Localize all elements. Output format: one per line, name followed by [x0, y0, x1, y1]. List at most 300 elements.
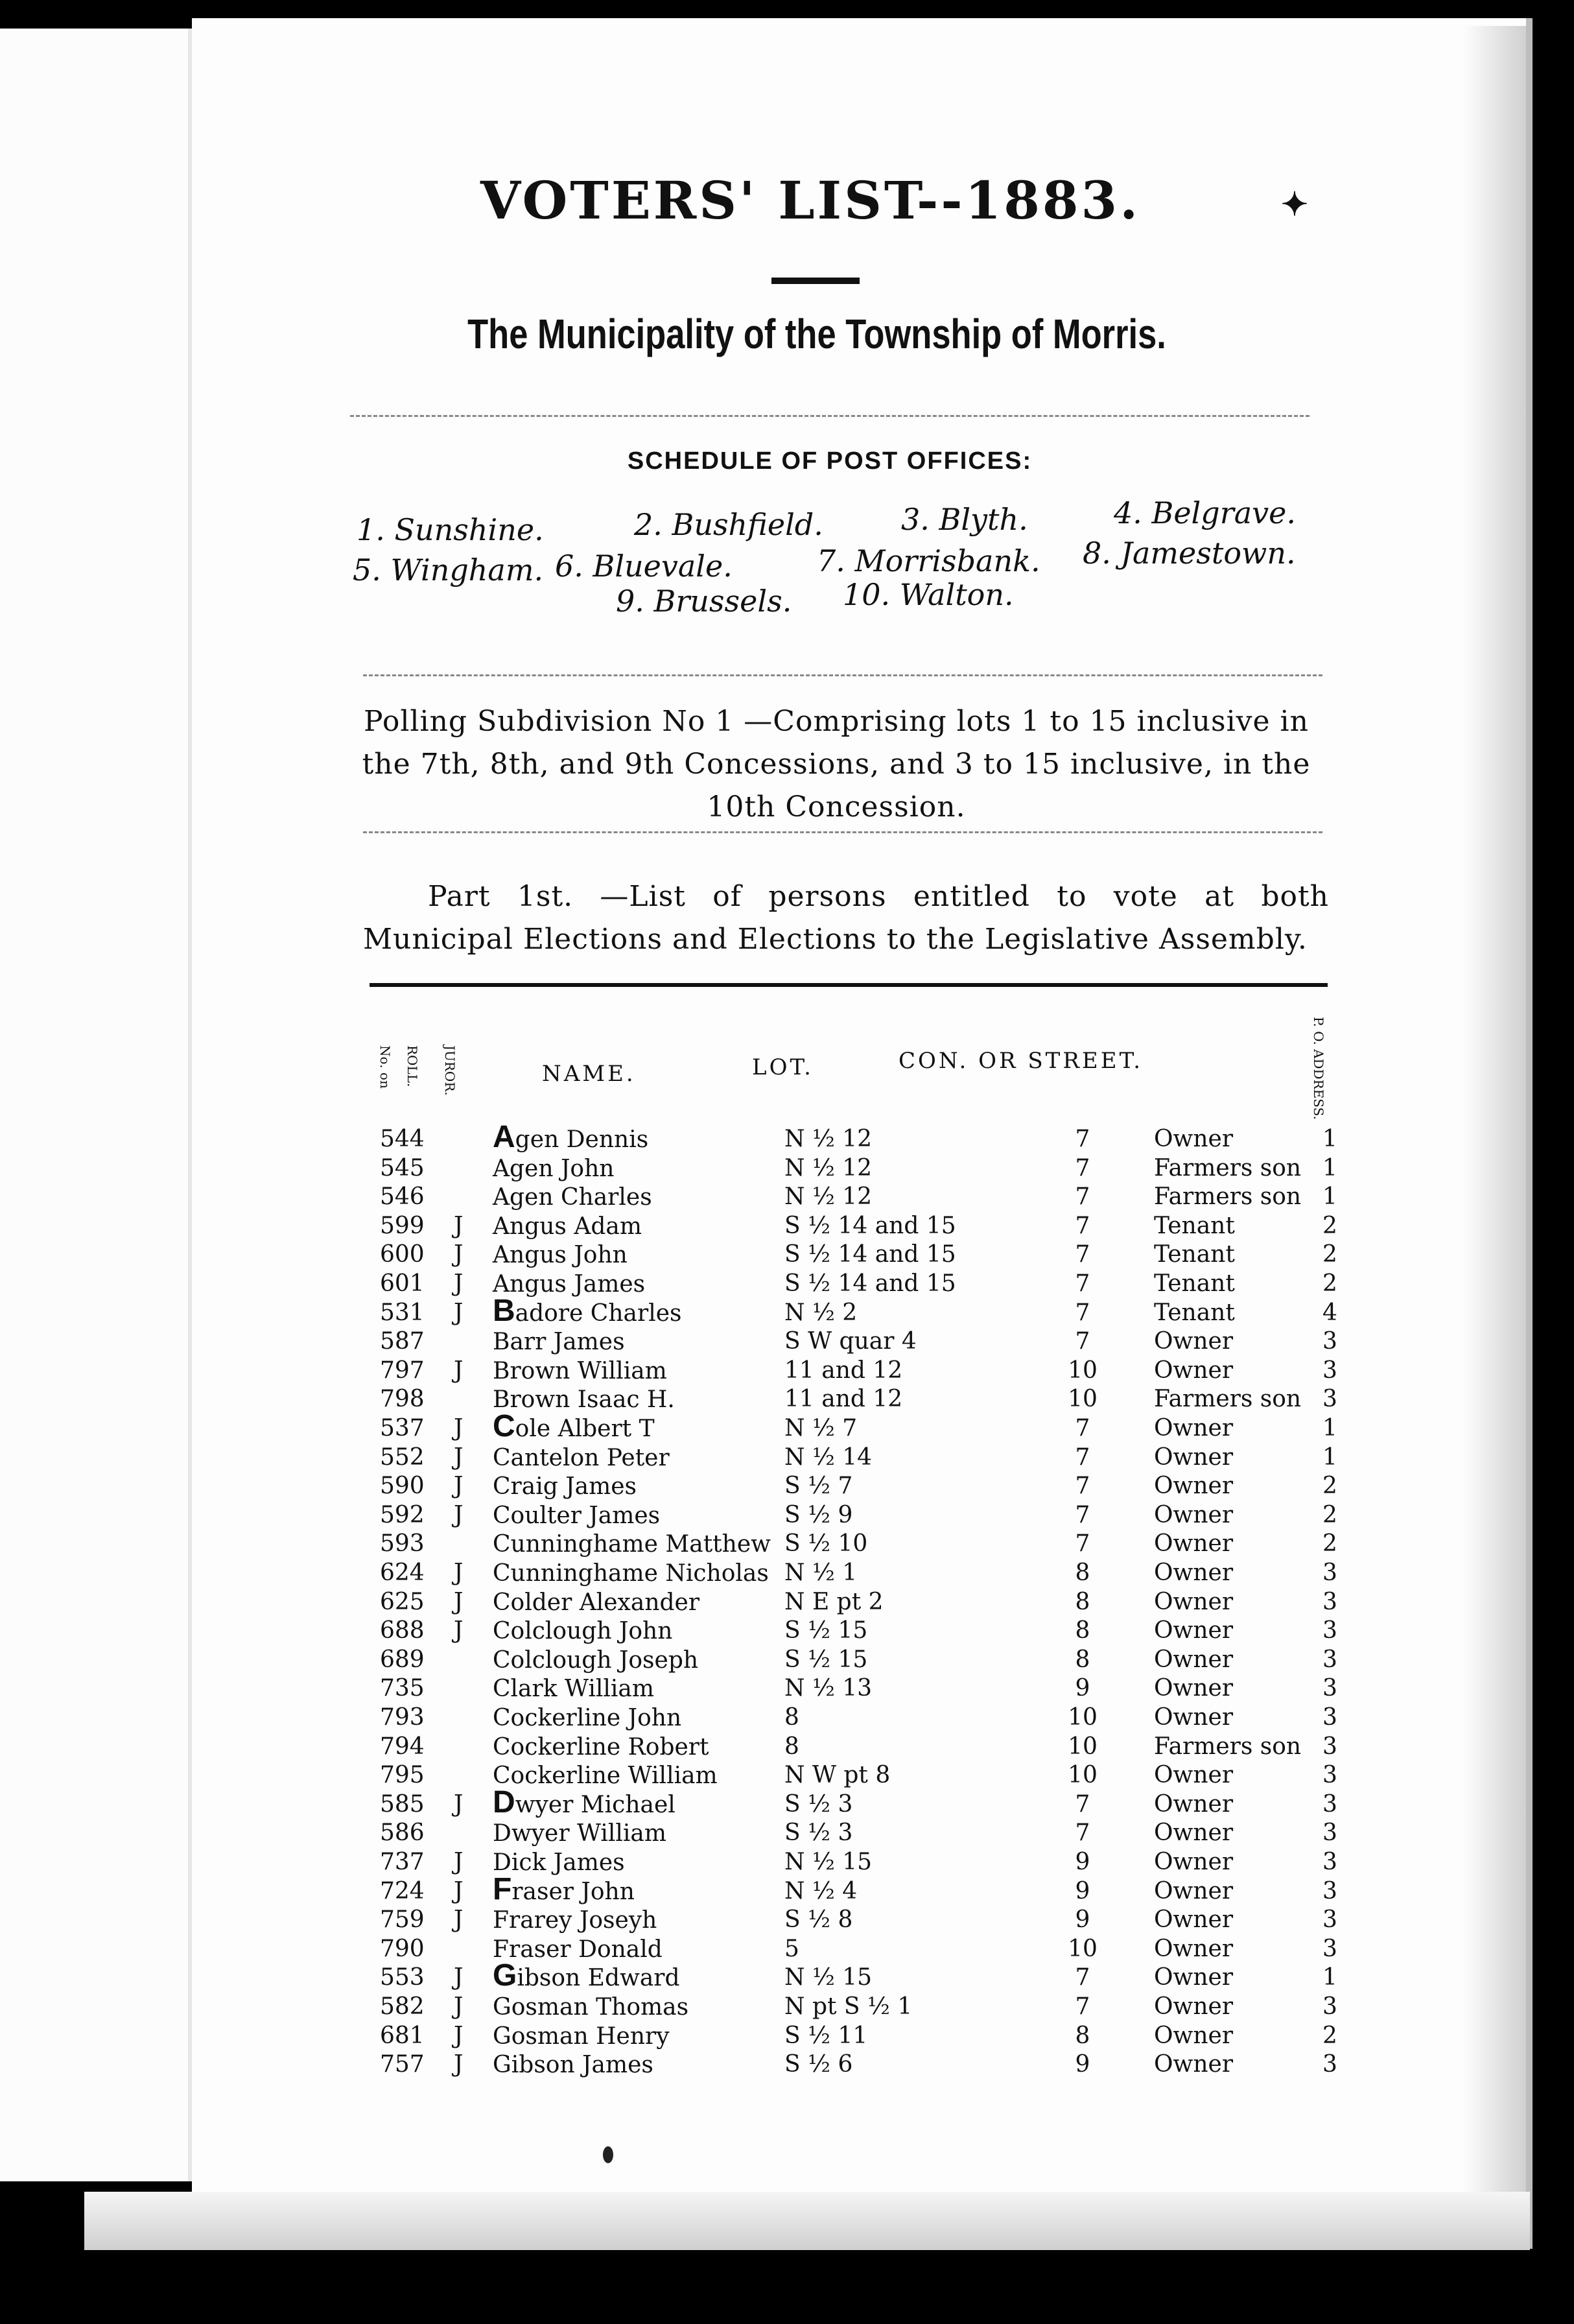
voter-name-text: gen Dennis: [515, 1126, 649, 1153]
col-header-juror: JUROR.: [442, 1045, 458, 1096]
lot: N ½ 4: [784, 1878, 858, 1904]
juror-mark: J: [454, 2022, 464, 2049]
table-row: [0, 1958, 1574, 1993]
table-row: [0, 1849, 1574, 1877]
dashed-divider: [363, 831, 1322, 833]
voter-name: [493, 2051, 653, 2078]
concession: 7: [1075, 1502, 1090, 1528]
lot: 8: [784, 1704, 799, 1731]
col-header-con: CON. OR STREET.: [899, 1048, 1144, 1074]
table-row: [0, 1502, 1574, 1530]
table-row: [0, 2051, 1574, 2080]
post-office-item: 1. Sunshine.: [357, 512, 544, 547]
roll-number: 737: [380, 1849, 425, 1875]
municipality-subtitle: The Municipality of the Township of Morris.: [467, 311, 1166, 357]
voter-name: [493, 1328, 625, 1355]
juror-mark: J: [454, 1473, 464, 1499]
juror-mark: J: [454, 1993, 464, 2020]
concession: 7: [1075, 1820, 1090, 1846]
concession: 7: [1075, 1241, 1090, 1268]
post-office-item: 6. Bluevale.: [555, 549, 733, 584]
voter-name: [493, 1409, 655, 1443]
voter-name-text: Colclough John: [493, 1618, 673, 1644]
post-office-item: 4. Belgrave.: [1114, 495, 1296, 530]
voter-name-text: Brown William: [493, 1358, 667, 1384]
voter-name: [493, 1502, 660, 1529]
voter-name-text: Gosman Thomas: [493, 1994, 689, 2021]
table-row: [0, 1294, 1574, 1328]
section-initial: A: [493, 1120, 515, 1154]
juror-mark: J: [454, 1791, 464, 1818]
qualification: Owner: [1154, 1559, 1234, 1586]
voter-name-text: Cockerline Robert: [493, 1734, 709, 1761]
post-office-number: 2: [1322, 1502, 1337, 1528]
col-header-lot: LOT.: [752, 1054, 814, 1080]
roll-number: 624: [380, 1559, 425, 1586]
lot: S ½ 3: [784, 1791, 853, 1818]
section-initial: D: [493, 1785, 515, 1820]
qualification: Owner: [1154, 1878, 1234, 1904]
post-office-number: 3: [1322, 1849, 1337, 1875]
concession: 10: [1068, 1357, 1098, 1384]
roll-number: 586: [380, 1820, 425, 1846]
voter-name: [493, 1906, 657, 1934]
voter-name: [493, 1785, 675, 1820]
post-office-item: 3. Blyth.: [901, 502, 1028, 537]
qualification: Owner: [1154, 1502, 1234, 1528]
lot: N ½ 14: [784, 1444, 873, 1471]
post-office-number: 2: [1322, 1241, 1337, 1268]
qualification: Farmers son: [1154, 1183, 1302, 1210]
qualification: Owner: [1154, 1964, 1234, 1991]
roll-number: 600: [380, 1241, 425, 1268]
post-office-item: 9. Brussels.: [616, 584, 792, 619]
roll-number: 795: [380, 1762, 425, 1788]
table-row: [0, 1155, 1574, 1183]
page-title: VOTERS' LIST--1883.: [480, 170, 1141, 231]
roll-number: 689: [380, 1646, 425, 1673]
lot: S ½ 6: [784, 2051, 853, 2078]
col-header-roll: ROLL.: [405, 1045, 420, 1087]
concession: 7: [1075, 1473, 1090, 1499]
lot: S ½ 15: [784, 1617, 868, 1644]
post-office-number: 3: [1322, 1617, 1337, 1644]
juror-mark: J: [454, 1357, 464, 1384]
roll-number: 552: [380, 1444, 425, 1471]
voter-name-text: Cantelon Peter: [493, 1445, 670, 1471]
post-office-item: 2. Bushfield.: [634, 507, 823, 542]
roll-number: 794: [380, 1733, 425, 1760]
concession: 7: [1075, 1299, 1090, 1326]
part-heading-text: Part 1st. —List of persons entitled to vote at both Municipal Elections and Elections to the Legislative Assembly.: [363, 880, 1329, 956]
table-row: [0, 1559, 1574, 1588]
table-row: [0, 1213, 1574, 1241]
post-office-number: 3: [1322, 1733, 1337, 1760]
section-initial: B: [493, 1294, 515, 1328]
concession: 7: [1075, 1328, 1090, 1355]
concession: 10: [1068, 1733, 1098, 1760]
table-row: [0, 1785, 1574, 1820]
dashed-divider: [363, 674, 1322, 676]
concession: 7: [1075, 1183, 1090, 1210]
concession: 9: [1075, 1675, 1090, 1702]
polling-subdivision-text: Polling Subdivision No 1 —Comprising lots 1 to 15 inclusive in the 7th, 8th, and 9th Concessions, and 3 to 15 inclusive, in the 10th Concession.: [362, 705, 1311, 824]
qualification: Owner: [1154, 1849, 1234, 1875]
dashed-divider: [350, 415, 1310, 417]
roll-number: 681: [380, 2022, 425, 2049]
concession: 7: [1075, 1964, 1090, 1991]
roll-number: 790: [380, 1936, 425, 1962]
table-row: [0, 1328, 1574, 1357]
juror-mark: J: [454, 1559, 464, 1586]
voter-name: [493, 1559, 769, 1587]
voter-name-text: Cockerline William: [493, 1762, 718, 1789]
qualification: Tenant: [1154, 1299, 1235, 1326]
voter-name: [493, 1704, 681, 1731]
lot: S ½ 14 and 15: [784, 1213, 956, 1239]
lot: N ½ 12: [784, 1155, 873, 1181]
roll-number: 531: [380, 1299, 425, 1326]
section-initial: C: [493, 1409, 515, 1443]
roll-number: 546: [380, 1183, 425, 1210]
voter-name: [493, 1386, 675, 1413]
voter-name-text: wyer Michael: [515, 1792, 675, 1818]
table-row: [0, 1820, 1574, 1848]
roll-number: 585: [380, 1791, 425, 1818]
table-row: [0, 1675, 1574, 1703]
qualification: Tenant: [1154, 1213, 1235, 1239]
qualification: Tenant: [1154, 1241, 1235, 1268]
voter-name-text: Agen Charles: [493, 1184, 652, 1211]
voter-name: [493, 1646, 698, 1674]
lot: N ½ 12: [784, 1126, 873, 1152]
post-office-number: 4: [1322, 1299, 1337, 1326]
qualification: Owner: [1154, 1328, 1234, 1355]
voter-name: [493, 1294, 682, 1328]
juror-mark: J: [454, 2051, 464, 2078]
post-office-number: 3: [1322, 1993, 1337, 2020]
juror-mark: J: [454, 1878, 464, 1904]
voter-name: [493, 1357, 667, 1384]
post-office-number: 3: [1322, 1704, 1337, 1731]
roll-number: 537: [380, 1415, 425, 1441]
qualification: Owner: [1154, 1704, 1234, 1731]
post-office-number: 2: [1322, 1530, 1337, 1557]
voter-name-text: Clark William: [493, 1676, 655, 1702]
voter-name-text: ole Albert T: [515, 1416, 655, 1442]
ink-mark: [603, 2146, 613, 2163]
qualification: Owner: [1154, 1936, 1234, 1962]
post-office-number: 1: [1322, 1155, 1337, 1181]
table-row: [0, 1530, 1574, 1559]
roll-number: 592: [380, 1502, 425, 1528]
concession: 7: [1075, 1530, 1090, 1557]
concession: 9: [1075, 1906, 1090, 1933]
voter-name-text: Angus John: [493, 1242, 628, 1268]
post-office-item: 5. Wingham.: [353, 552, 544, 587]
lot: 11 and 12: [784, 1357, 903, 1384]
concession: 8: [1075, 1646, 1090, 1673]
roll-number: 797: [380, 1357, 425, 1384]
post-office-number: 3: [1322, 1589, 1337, 1615]
voter-name-text: Brown Isaac H.: [493, 1386, 675, 1413]
concession: 10: [1068, 1936, 1098, 1962]
lot: S ½ 9: [784, 1502, 853, 1528]
qualification: Owner: [1154, 1762, 1234, 1788]
col-header-name: NAME.: [542, 1061, 636, 1087]
concession: 7: [1075, 1126, 1090, 1152]
qualification: Owner: [1154, 1906, 1234, 1933]
lot: S ½ 14 and 15: [784, 1241, 956, 1268]
voter-name: [493, 1444, 670, 1471]
concession: 8: [1075, 1589, 1090, 1615]
voter-name: [493, 1530, 771, 1558]
section-initial: G: [493, 1958, 517, 1993]
voter-name-text: Cunninghame Matthew: [493, 1531, 771, 1558]
voter-name: [493, 2022, 670, 2050]
juror-mark: J: [454, 1299, 464, 1326]
roll-number: 735: [380, 1675, 425, 1702]
post-office-item: 7. Morrisbank.: [817, 543, 1040, 578]
roll-number: 582: [380, 1993, 425, 2020]
qualification: Owner: [1154, 1444, 1234, 1471]
voter-name-text: Coulter James: [493, 1502, 661, 1529]
lot: S ½ 14 and 15: [784, 1270, 956, 1297]
voter-name: [493, 1183, 652, 1211]
roll-number: 593: [380, 1530, 425, 1557]
table-row: [0, 1589, 1574, 1617]
lot: N ½ 13: [784, 1675, 873, 1702]
roll-number: 544: [380, 1126, 425, 1152]
qualification: Farmers son: [1154, 1155, 1302, 1181]
voter-name-text: Gibson James: [493, 2052, 653, 2078]
table-row: [0, 1872, 1574, 1906]
table-row: [0, 1270, 1574, 1299]
voter-name: [493, 1270, 645, 1298]
lot: S ½ 3: [784, 1820, 853, 1846]
table-row: [0, 2022, 1574, 2051]
juror-mark: J: [454, 1415, 464, 1441]
juror-mark: J: [454, 1444, 464, 1471]
table-row: [0, 1936, 1574, 1964]
table-top-rule: [370, 983, 1328, 987]
table-row: [0, 1409, 1574, 1443]
voter-name: [493, 1762, 718, 1789]
post-office-number: 3: [1322, 1820, 1337, 1846]
voter-name: [493, 1733, 709, 1761]
concession: 9: [1075, 2051, 1090, 2078]
qualification: Owner: [1154, 2051, 1234, 2078]
post-office-number: 2: [1322, 1270, 1337, 1297]
voter-name: [493, 1675, 654, 1702]
post-office-number: 1: [1322, 1126, 1337, 1152]
juror-mark: J: [454, 1849, 464, 1875]
concession: 9: [1075, 1849, 1090, 1875]
lot: 11 and 12: [784, 1386, 903, 1412]
qualification: Owner: [1154, 1617, 1234, 1644]
voter-name-text: Gosman Henry: [493, 2023, 670, 2050]
qualification: Tenant: [1154, 1270, 1235, 1297]
voter-name-text: Cockerline John: [493, 1705, 682, 1731]
qualification: Owner: [1154, 2022, 1234, 2049]
post-office-number: 2: [1322, 2022, 1337, 2049]
voter-name: [493, 1213, 642, 1240]
voter-name-text: Barr James: [493, 1329, 625, 1355]
juror-mark: J: [454, 1502, 464, 1528]
roll-number: 688: [380, 1617, 425, 1644]
juror-mark: J: [454, 1906, 464, 1933]
lot: 5: [784, 1936, 799, 1962]
lot: N ½ 15: [784, 1964, 873, 1991]
voter-name-text: Dick James: [493, 1849, 625, 1876]
post-office-number: 3: [1322, 1791, 1337, 1818]
lot: N ½ 7: [784, 1415, 858, 1441]
roll-number: 798: [380, 1386, 425, 1412]
voter-name: [493, 1872, 635, 1906]
post-office-item: 10. Walton.: [843, 577, 1014, 612]
juror-mark: J: [454, 1617, 464, 1644]
page-bottom-edge: [84, 2192, 1530, 2250]
star-ornament: ✦: [1281, 185, 1308, 223]
qualification: Owner: [1154, 1791, 1234, 1818]
concession: 10: [1068, 1762, 1098, 1788]
roll-number: 599: [380, 1213, 425, 1239]
title-rule: [771, 278, 860, 284]
voter-name-text: Cunninghame Nicholas: [493, 1560, 769, 1587]
concession: 10: [1068, 1704, 1098, 1731]
concession: 7: [1075, 1444, 1090, 1471]
table-row: [0, 1646, 1574, 1675]
table-row: [0, 1993, 1574, 2022]
voter-name: [493, 1820, 666, 1847]
lot: N pt S ½ 1: [784, 1993, 913, 2020]
post-office-number: 3: [1322, 1878, 1337, 1904]
section-initial: F: [493, 1872, 512, 1906]
post-office-item: 8. Jamestown.: [1083, 536, 1296, 571]
lot: S W quar 4: [784, 1328, 917, 1355]
voter-name-text: Frarey Joseyh: [493, 1907, 657, 1934]
qualification: Owner: [1154, 1993, 1234, 2020]
voter-name-text: Colclough Joseph: [493, 1647, 699, 1674]
qualification: Owner: [1154, 1530, 1234, 1557]
concession: 7: [1075, 1155, 1090, 1181]
voter-name: [493, 1241, 628, 1268]
voter-name: [493, 1589, 699, 1616]
roll-number: 553: [380, 1964, 425, 1991]
qualification: Owner: [1154, 1820, 1234, 1846]
post-office-number: 3: [1322, 1762, 1337, 1788]
voter-name: [493, 1473, 637, 1500]
table-row: [0, 1241, 1574, 1270]
voter-name-text: Fraser Donald: [493, 1936, 663, 1963]
qualification: Farmers son: [1154, 1733, 1302, 1760]
lot: N ½ 1: [784, 1559, 858, 1586]
post-office-number: 3: [1322, 1559, 1337, 1586]
voter-name-text: raser John: [511, 1879, 635, 1905]
concession: 7: [1075, 1270, 1090, 1297]
post-office-number: 1: [1322, 1964, 1337, 1991]
post-office-number: 3: [1322, 1646, 1337, 1673]
lot: N ½ 12: [784, 1183, 873, 1210]
roll-number: 757: [380, 2051, 425, 2078]
concession: 7: [1075, 1213, 1090, 1239]
voter-name-text: Colder Alexander: [493, 1589, 700, 1616]
post-office-number: 2: [1322, 1213, 1337, 1239]
post-office-number: 1: [1322, 1444, 1337, 1471]
table-row: [0, 1444, 1574, 1473]
post-office-number: 3: [1322, 2051, 1337, 2078]
table-row: [0, 1704, 1574, 1733]
roll-number: 793: [380, 1704, 425, 1731]
juror-mark: J: [454, 1589, 464, 1615]
table-row: [0, 1906, 1574, 1935]
roll-number: 759: [380, 1906, 425, 1933]
juror-mark: J: [454, 1964, 464, 1991]
concession: 7: [1075, 1791, 1090, 1818]
qualification: Owner: [1154, 1473, 1234, 1499]
roll-number: 587: [380, 1328, 425, 1355]
post-office-number: 3: [1322, 1906, 1337, 1933]
qualification: Owner: [1154, 1415, 1234, 1441]
qualification: Owner: [1154, 1675, 1234, 1702]
voter-name-text: adore Charles: [515, 1300, 682, 1327]
concession: 7: [1075, 1993, 1090, 2020]
table-row: [0, 1733, 1574, 1762]
lot: S ½ 7: [784, 1473, 853, 1499]
juror-mark: J: [454, 1270, 464, 1297]
post-office-number: 1: [1322, 1415, 1337, 1441]
voter-name: [493, 1155, 614, 1182]
col-header-po: P. O. ADDRESS.: [1311, 1017, 1326, 1120]
lot: S ½ 10: [784, 1530, 868, 1557]
voter-name-text: Angus Adam: [493, 1213, 642, 1240]
qualification: Owner: [1154, 1589, 1234, 1615]
post-office-number: 3: [1322, 1386, 1337, 1412]
schedule-heading: SCHEDULE OF POST OFFICES:: [627, 447, 1033, 475]
voter-name-text: Dwyer William: [493, 1820, 666, 1847]
table-row: [0, 1386, 1574, 1414]
juror-mark: J: [454, 1241, 464, 1268]
lot: N ½ 2: [784, 1299, 858, 1326]
voter-name-text: ibson Edward: [517, 1965, 680, 1991]
lot: N E pt 2: [784, 1589, 884, 1615]
voter-name: [493, 1993, 688, 2021]
voter-name: [493, 1936, 663, 1963]
roll-number: 545: [380, 1155, 425, 1181]
concession: 8: [1075, 1559, 1090, 1586]
table-row: [0, 1762, 1574, 1790]
roll-number: 590: [380, 1473, 425, 1499]
col-header-no: No. on: [377, 1045, 393, 1089]
voter-name-text: Agen John: [493, 1156, 615, 1182]
roll-number: 724: [380, 1878, 425, 1904]
voter-name-text: Craig James: [493, 1473, 637, 1500]
voter-name: [493, 1617, 672, 1644]
post-office-number: 2: [1322, 1473, 1337, 1499]
post-office-number: 3: [1322, 1936, 1337, 1962]
lot: S ½ 8: [784, 1906, 853, 1933]
lot: 8: [784, 1733, 799, 1760]
post-office-number: 3: [1322, 1357, 1337, 1384]
concession: 8: [1075, 1617, 1090, 1644]
concession: 10: [1068, 1386, 1098, 1412]
post-office-number: 1: [1322, 1183, 1337, 1210]
table-row: [0, 1473, 1574, 1501]
qualification: Owner: [1154, 1357, 1234, 1384]
lot: S ½ 15: [784, 1646, 868, 1673]
table-row: [0, 1183, 1574, 1212]
concession: 8: [1075, 2022, 1090, 2049]
